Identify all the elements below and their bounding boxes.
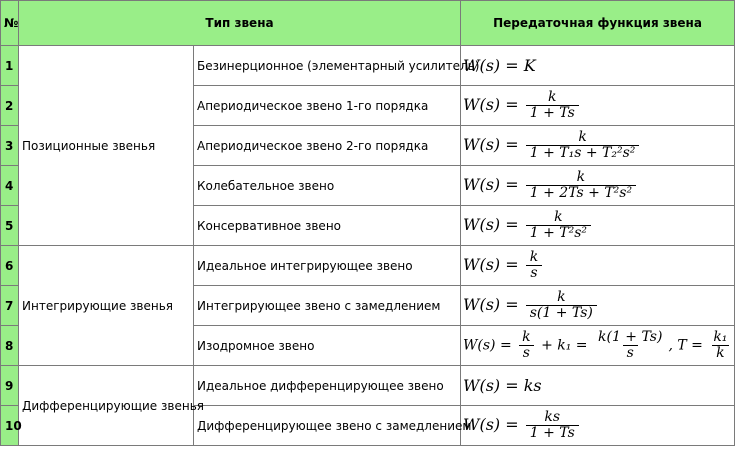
link-name: Интегрирующее звено с замедлением — [194, 286, 461, 326]
fn-lhs: W(s) = — [463, 56, 519, 75]
header-type: Тип звена — [19, 1, 461, 46]
numerator: k — [554, 209, 563, 225]
group-positional: Позиционные звенья — [19, 46, 194, 246]
transfer-function — [461, 86, 735, 126]
transfer-function — [461, 286, 735, 326]
numerator: k — [578, 129, 587, 145]
link-name: Колебательное звено — [194, 166, 461, 206]
header-row — [1, 1, 735, 46]
fraction — [526, 210, 591, 241]
fraction — [526, 290, 597, 321]
numerator: k — [548, 89, 557, 105]
fn-lhs: W(s) = — [463, 376, 519, 395]
link-name: Изодромное звено — [194, 326, 461, 366]
fn-expr: ks — [523, 376, 542, 395]
numerator: k(1 + Ts) — [598, 329, 663, 345]
numerator: k — [522, 329, 531, 345]
fn-expr: K — [523, 56, 536, 75]
denominator: 1 + Ts — [526, 105, 579, 121]
row-number: 10 — [1, 406, 19, 446]
fn-lhs: W(s) = — [463, 415, 519, 434]
fraction — [518, 330, 534, 361]
fraction — [526, 90, 579, 121]
header-num: № — [1, 1, 19, 46]
numerator: k — [576, 169, 586, 185]
denominator: s — [623, 345, 638, 361]
link-name: Дифференцирующее звено с замедлением — [194, 406, 461, 446]
fn-lhs: W(s) = — [463, 95, 519, 114]
link-name: Идеальное дифференцирующее звено — [194, 366, 461, 406]
transfer-function — [461, 166, 735, 206]
fn-lhs: W(s) = — [463, 175, 519, 194]
denominator: s — [519, 345, 534, 361]
fn-lhs: W(s) = — [463, 215, 519, 234]
fraction — [526, 410, 579, 441]
denominator: s(1 + Ts) — [526, 305, 597, 321]
fn-mid: + k₁ = — [541, 337, 588, 354]
link-name: Апериодическое звено 1-го порядка — [194, 86, 461, 126]
fraction — [526, 250, 542, 281]
row-number: 7 — [1, 286, 19, 326]
fraction — [709, 330, 731, 361]
denominator: k — [712, 345, 728, 361]
transfer-function — [461, 206, 735, 246]
row-number: 2 — [1, 86, 19, 126]
row-number: 6 — [1, 246, 19, 286]
transfer-function — [461, 326, 735, 366]
row-number: 3 — [1, 126, 19, 166]
numerator: ks — [544, 409, 561, 425]
transfer-function — [461, 246, 735, 286]
row-number: 8 — [1, 326, 19, 366]
fraction — [526, 170, 636, 201]
numerator: k — [529, 249, 539, 265]
fn-lhs: W(s) = — [463, 337, 512, 354]
link-name: Идеальное интегрирующее звено — [194, 246, 461, 286]
denominator: 1 + Ts — [526, 425, 579, 441]
transfer-function — [461, 46, 735, 86]
fraction — [594, 330, 666, 361]
table-row — [1, 46, 735, 86]
link-name: Апериодическое звено 2-го порядка — [194, 126, 461, 166]
denominator: s — [526, 265, 541, 281]
denominator: 1 + T₁s + T₂²s² — [526, 145, 640, 161]
row-number: 4 — [1, 166, 19, 206]
group-differentiating: Дифференцирующие звенья — [19, 366, 194, 446]
fn-lhs: W(s) = — [463, 135, 519, 154]
header-function: Передаточная функция звена — [461, 1, 735, 46]
transfer-function — [461, 126, 735, 166]
table-row — [1, 246, 735, 286]
row-number: 9 — [1, 366, 19, 406]
row-number: 5 — [1, 206, 19, 246]
table-row — [1, 366, 735, 406]
row-number: 1 — [1, 46, 19, 86]
link-name: Безинерционное (элементарный усилитель) — [194, 46, 461, 86]
fn-lhs: W(s) = — [463, 295, 519, 314]
denominator: 1 + T²s² — [526, 225, 591, 241]
fn-tail: , T = — [668, 337, 703, 354]
transfer-function — [461, 366, 735, 406]
denominator: 1 + 2Ts + T²s² — [526, 185, 636, 201]
link-name: Консервативное звено — [194, 206, 461, 246]
fn-lhs: W(s) = — [463, 255, 519, 274]
numerator: k — [557, 289, 566, 305]
fraction — [526, 130, 640, 161]
numerator: k₁ — [713, 329, 728, 345]
group-integrating: Интегрирующие звенья — [19, 246, 194, 366]
transfer-function — [461, 406, 735, 446]
